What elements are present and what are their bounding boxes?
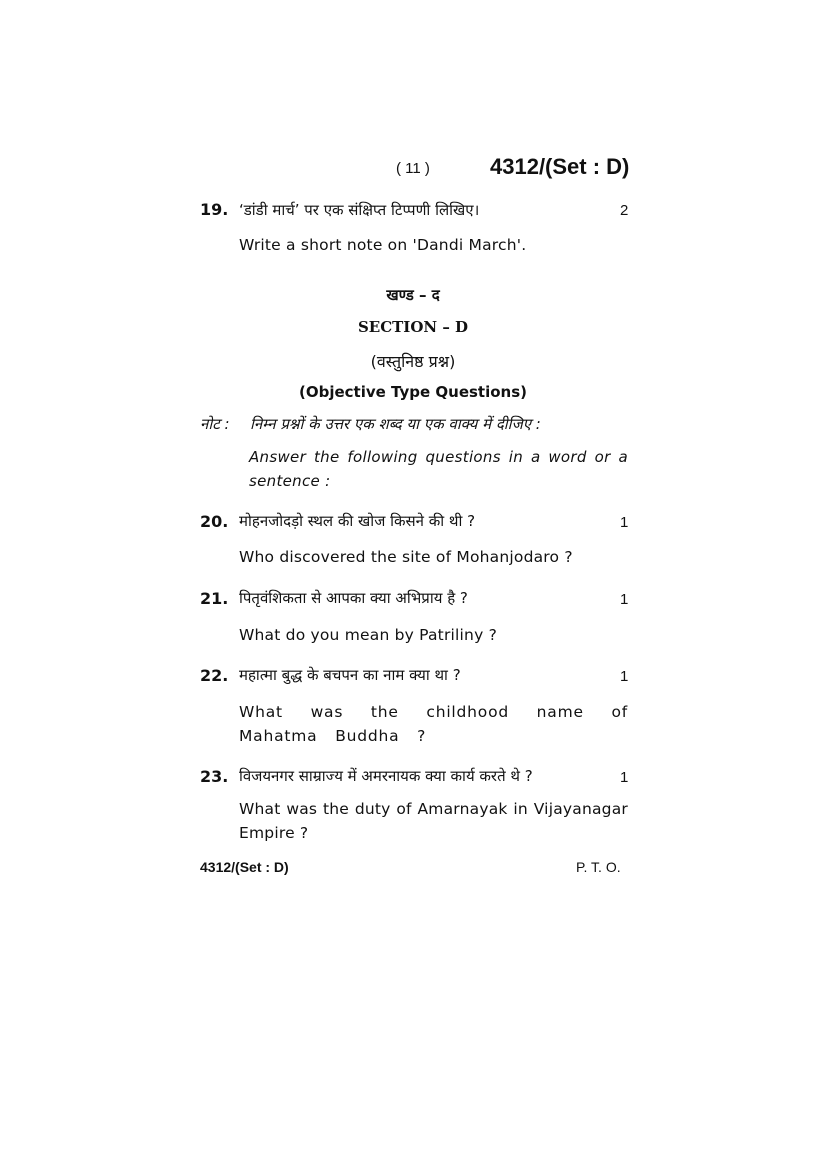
question-21-english: What do you mean by Patriliny ? (239, 626, 497, 644)
page-number: ( 11 ) (396, 160, 430, 177)
question-number-23: 23. (200, 767, 229, 786)
question-20-hindi: मोहनजोदड़ो स्थल की खोज किसने की थी ? (239, 512, 476, 530)
footer-pto: P. T. O. (576, 859, 621, 875)
note-hindi: निम्न प्रश्नों के उत्तर एक शब्द या एक वाक्य में दीजिए : (250, 415, 541, 433)
question-number-21: 21. (200, 589, 229, 608)
question-19-hindi: ‘डांडी मार्च’ पर एक संक्षिप्त टिप्पणी लिखिए। (239, 201, 480, 219)
question-22-marks: 1 (620, 668, 629, 685)
question-20-english: Who discovered the site of Mohanjodaro ? (239, 548, 573, 566)
paper-code: 4312/(Set : D) (490, 154, 630, 179)
question-22-hindi: महात्मा बुद्ध के बचपन का नाम क्या था ? (239, 666, 461, 684)
question-19-marks: 2 (620, 202, 629, 219)
section-title-english: SECTION – D (357, 318, 469, 336)
question-23-english: What was the duty of Amarnayak in Vijayanagar Empire ? (239, 800, 628, 842)
section-subtitle-hindi: (वस्तुनिष्ठ प्रश्न) (370, 352, 456, 371)
section-subtitle-english: (Objective Type Questions) (298, 383, 527, 401)
question-21-marks: 1 (620, 591, 629, 608)
question-20-marks: 1 (620, 514, 629, 531)
question-number-22: 22. (200, 666, 229, 685)
question-23-hindi: विजयनगर साम्राज्य में अमरनायक क्या कार्य करते थे ? (239, 767, 533, 785)
footer-paper-code: 4312/(Set : D) (200, 859, 289, 875)
question-22-english: What was the childhood name of Mahatma Buddha ? (239, 703, 628, 745)
note-label: नोट : (200, 415, 230, 433)
question-19-english: Write a short note on 'Dandi March'. (239, 236, 527, 254)
question-23-marks: 1 (620, 769, 629, 786)
question-21-hindi: पितृवंशिकता से आपका क्या अभिप्राय है ? (239, 589, 468, 607)
question-number-19: 19. (200, 200, 229, 219)
question-number-20: 20. (200, 512, 229, 531)
note-english: Answer the following questions in a word or a sentence : (249, 448, 628, 490)
section-title-hindi: खण्ड – द (386, 286, 440, 304)
